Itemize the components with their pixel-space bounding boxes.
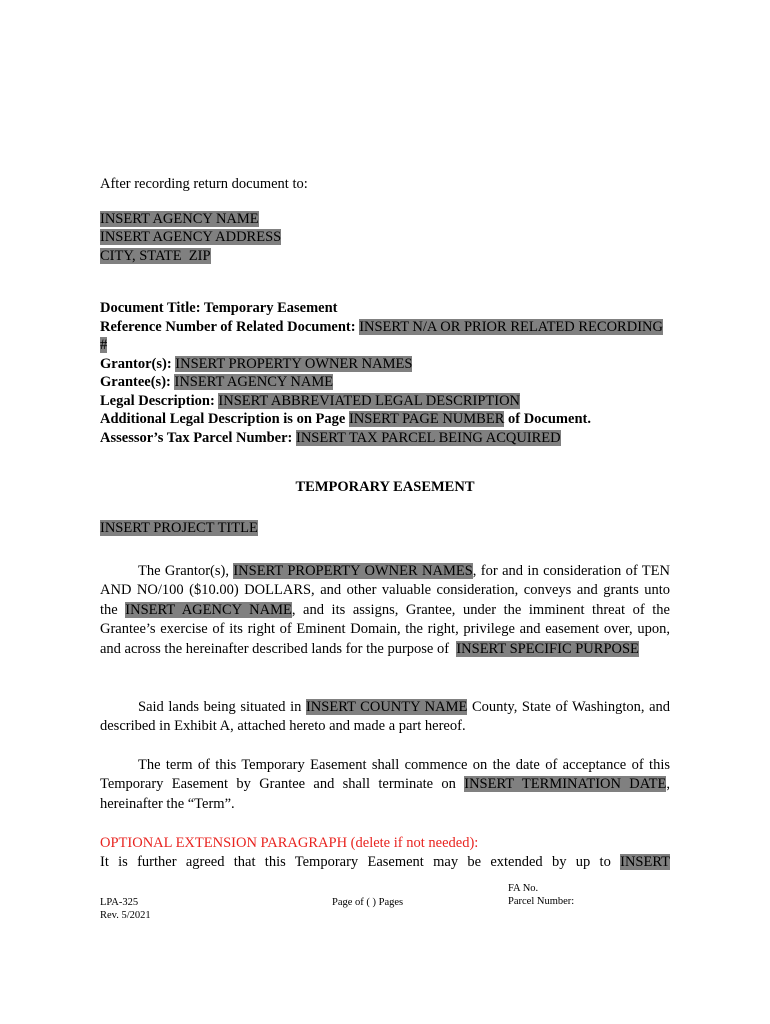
grant-text-2: , for and in consideration of TEN AND NO/100 ($10.00) DOLLARS, and other valuable consideration, conveys and grants unto the	[100, 563, 670, 618]
agency-address-placeholder: INSERT AGENCY ADDRESS	[100, 229, 282, 245]
reference-label: Reference Number of Related Document:	[100, 318, 360, 335]
legal-description-field	[100, 392, 670, 411]
project-title-line	[100, 519, 670, 538]
tax-parcel-field	[100, 429, 670, 448]
owner-names-placeholder: INSERT PROPERTY OWNER NAMES	[233, 563, 473, 579]
optional-insert-placeholder: INSERT	[620, 854, 670, 870]
footer-right	[508, 882, 574, 908]
agency-name-placeholder: INSERT AGENCY NAME	[100, 210, 259, 227]
grantee-placeholder: INSERT AGENCY NAME	[174, 374, 334, 390]
optional-text: It is further agreed that this Temporary Easement may be extended by up to	[100, 854, 621, 870]
grantor-field	[100, 355, 670, 374]
reference-placeholder: INSERT N/A OR PRIOR RELATED RECORDING #	[100, 318, 663, 353]
optional-extension-heading: OPTIONAL EXTENSION PARAGRAPH (delete if not needed):	[100, 835, 479, 851]
lands-text-2: County, State of Washington, and described in Exhibit A, attached hereto and made a part hereof.	[100, 699, 671, 735]
additional-legal-field	[100, 410, 670, 429]
term-paragraph	[100, 756, 670, 814]
term-text-1: The term of this Temporary Easement shall commence on the date of acceptance of this Temporary Easement by Grantee and shall terminate on	[100, 757, 670, 793]
term-text-2: , hereinafter the “Term”.	[100, 776, 670, 812]
legal-placeholder: INSERT ABBREVIATED LEGAL DESCRIPTION	[218, 392, 521, 409]
optional-extension-text	[100, 853, 670, 872]
document-header-fields	[100, 299, 670, 447]
page-number-placeholder: INSERT PAGE NUMBER	[348, 411, 505, 427]
grantee-label: Grantee(s):	[100, 374, 175, 390]
footer-left	[100, 896, 151, 922]
fa-number: FA No.	[508, 883, 539, 894]
grantee-field	[100, 373, 670, 392]
grant-paragraph	[100, 562, 674, 659]
additional-suffix: of Document.	[504, 411, 591, 427]
tax-label: Assessor’s Tax Parcel Number:	[100, 429, 296, 446]
footer-page-number: Page of ( ) Pages	[332, 897, 404, 908]
project-title-placeholder: INSERT PROJECT TITLE	[100, 520, 258, 536]
return-address-block	[100, 175, 670, 265]
parcel-number: Parcel Number:	[508, 896, 575, 907]
city-state-zip-placeholder: CITY, STATE ZIP	[100, 247, 211, 264]
termination-date-placeholder: INSERT TERMINATION DATE	[464, 776, 667, 793]
document-title: TEMPORARY EASEMENT	[295, 479, 475, 495]
grantor-label: Grantor(s):	[100, 355, 176, 372]
return-label: After recording return document to:	[100, 176, 308, 192]
revision-date: Rev. 5/2021	[100, 910, 151, 921]
form-number: LPA-325	[100, 897, 139, 908]
lands-text-1: Said lands being situated in	[138, 699, 306, 715]
agency-name-inline-placeholder: INSERT AGENCY NAME	[125, 601, 292, 618]
legal-label: Legal Description:	[100, 392, 219, 409]
document-title-field: Document Title: Temporary Easement	[100, 300, 338, 316]
specific-purpose-placeholder: INSERT SPECIFIC PURPOSE	[456, 640, 639, 657]
additional-label: Additional Legal Description is on Page	[100, 411, 349, 427]
lands-paragraph	[100, 698, 670, 737]
tax-parcel-placeholder: INSERT TAX PARCEL BEING ACQUIRED	[296, 429, 561, 446]
reference-number-field	[100, 318, 670, 355]
grant-text-1: The Grantor(s),	[138, 563, 234, 579]
grant-text-3: , and its assigns, Grantee, under the imminent threat of the Grantee’s exercise of its right of Eminent Domain, the right, privilege and easement over, upon, and across the hereinafter described lands for the purpose of	[100, 601, 674, 657]
grantor-placeholder: INSERT PROPERTY OWNER NAMES	[175, 355, 413, 372]
county-name-placeholder: INSERT COUNTY NAME	[305, 699, 468, 715]
